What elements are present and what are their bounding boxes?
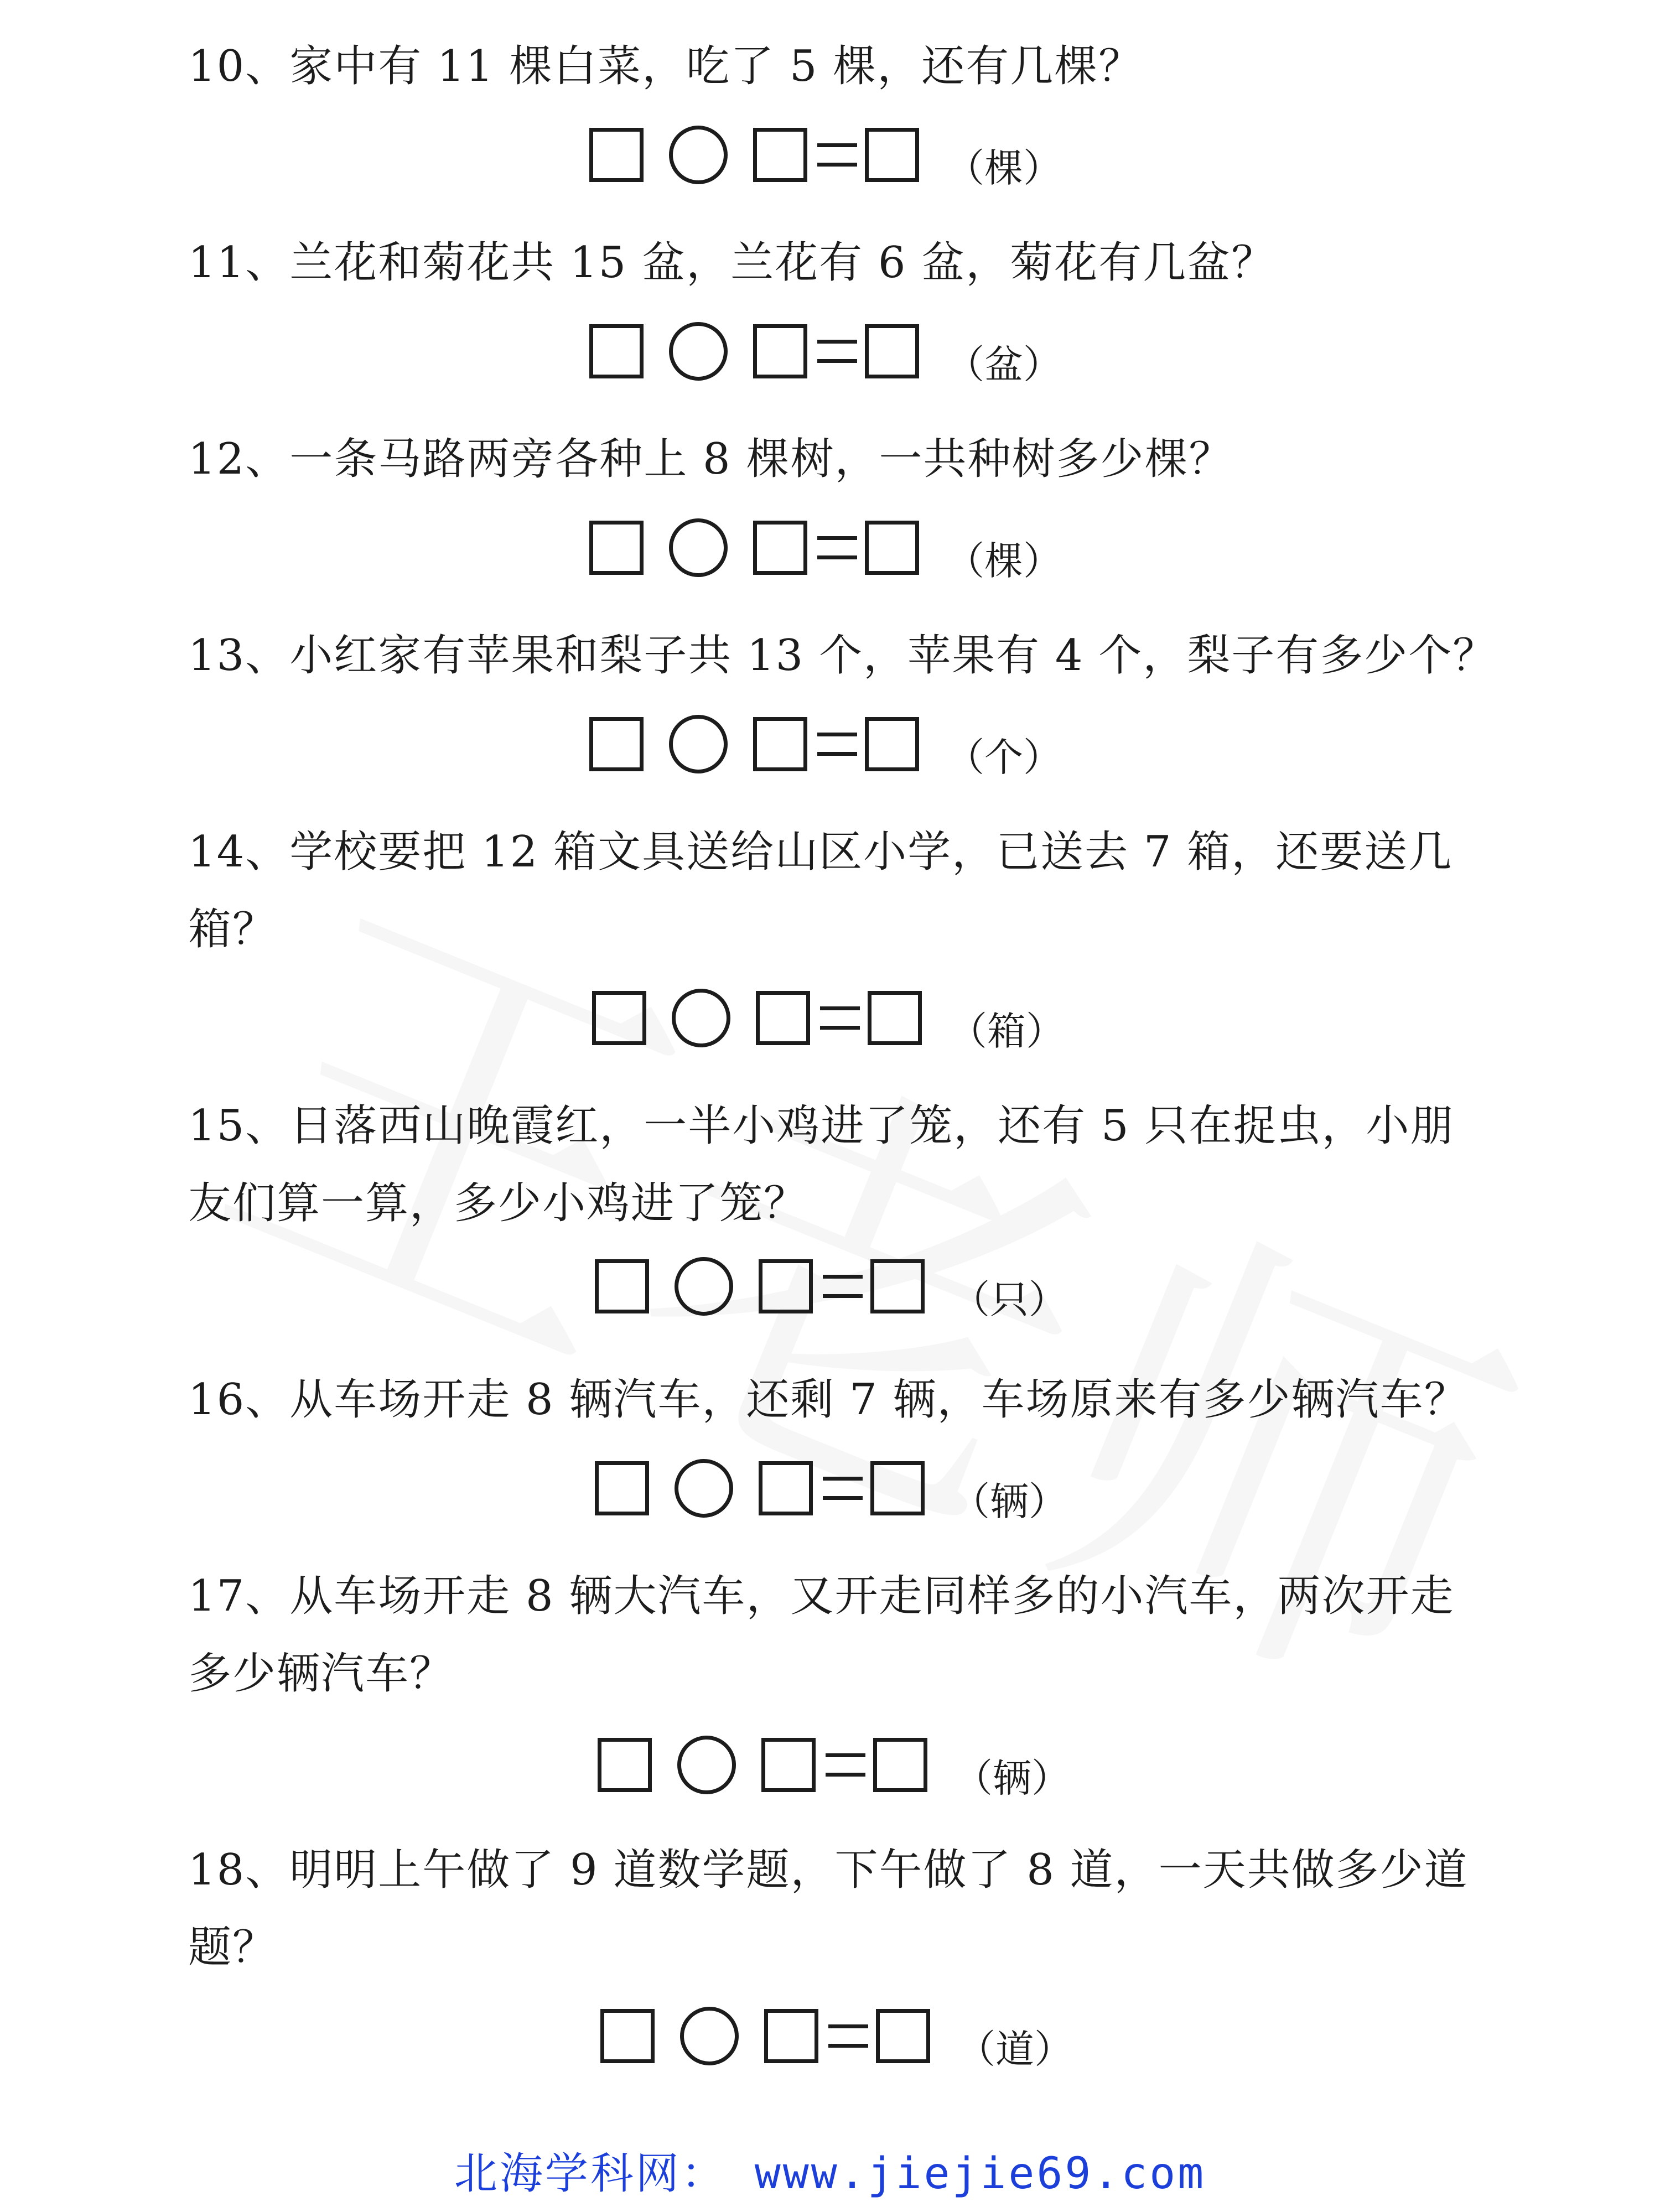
number-box[interactable]	[753, 128, 807, 182]
result-box[interactable]	[876, 2009, 930, 2063]
operator-circle[interactable]	[669, 715, 728, 773]
number-box[interactable]	[598, 1738, 652, 1792]
number-box[interactable]	[589, 521, 644, 575]
number-box[interactable]	[595, 1461, 649, 1515]
number-box[interactable]	[589, 128, 644, 182]
result-box[interactable]	[865, 324, 919, 378]
answer-row-18	[600, 2003, 1073, 2072]
number-box[interactable]	[589, 717, 644, 771]
problem-14	[188, 813, 1494, 968]
answer-row-15	[595, 1253, 1067, 1320]
operator-circle[interactable]	[672, 989, 730, 1047]
operator-circle[interactable]	[680, 2007, 739, 2065]
problem-16	[188, 1361, 1494, 1439]
equals-sign	[817, 534, 857, 562]
operator-circle[interactable]	[677, 1736, 736, 1794]
number-box[interactable]	[589, 324, 644, 378]
unit-label: （辆）	[951, 1478, 1067, 1524]
question-text: 18、明明上午做了 9 道数学题，下午做了 8 道，一天共做多少道	[188, 1845, 1469, 1895]
result-box[interactable]	[865, 128, 919, 182]
problem-18	[188, 1831, 1494, 1986]
question-text-continued: 箱？	[188, 905, 277, 954]
result-box[interactable]	[865, 521, 919, 575]
problem-11	[188, 224, 1494, 302]
operator-circle[interactable]	[669, 322, 728, 381]
result-box[interactable]	[870, 1259, 925, 1313]
equals-sign	[823, 1273, 863, 1300]
number-box[interactable]	[756, 991, 810, 1045]
problem-17	[188, 1557, 1494, 1712]
question-text-continued: 多少辆汽车？	[188, 1649, 454, 1699]
answer-row-13	[589, 711, 1062, 780]
answer-row-16	[595, 1455, 1067, 1522]
operator-circle[interactable]	[669, 518, 728, 577]
result-box[interactable]	[865, 717, 919, 771]
question-text-continued: 友们算一算，多少小鸡进了笼？	[188, 1178, 808, 1228]
operator-circle[interactable]	[675, 1257, 733, 1316]
question-text: 17、从车场开走 8 辆大汽车，又开走同样多的小汽车，两次开走	[188, 1571, 1455, 1621]
question-text-continued: 题？	[188, 1923, 277, 1972]
result-box[interactable]	[868, 991, 922, 1045]
number-box[interactable]	[753, 521, 807, 575]
unit-label: （辆）	[954, 1755, 1070, 1801]
question-text: 12、一条马路两旁各种上 8 棵树，一共种树多少棵？	[188, 434, 1233, 484]
equals-sign	[823, 1474, 863, 1502]
answer-row-12	[589, 515, 1062, 584]
unit-label: （箱）	[948, 1008, 1065, 1054]
equals-sign	[817, 337, 857, 365]
equals-sign	[828, 2022, 868, 2050]
question-text: 16、从车场开走 8 辆汽车，还剩 7 辆，车场原来有多少辆汽车？	[188, 1375, 1469, 1425]
problem-12	[188, 420, 1494, 498]
number-box[interactable]	[759, 1259, 813, 1313]
number-box[interactable]	[761, 1738, 816, 1792]
unit-label: （道）	[957, 2026, 1073, 2072]
equals-sign	[817, 730, 857, 758]
answer-row-14	[592, 985, 1065, 1054]
problem-15	[188, 1087, 1494, 1242]
equals-sign	[817, 141, 857, 169]
unit-label: （棵）	[946, 145, 1062, 191]
unit-label: （棵）	[946, 538, 1062, 584]
number-box[interactable]	[592, 991, 646, 1045]
question-text: 14、学校要把 12 箱文具送给山区小学，已送去 7 箱，还要送几	[188, 827, 1453, 877]
number-box[interactable]	[759, 1461, 813, 1515]
result-box[interactable]	[873, 1738, 927, 1792]
question-text: 10、家中有 11 棵白菜，吃了 5 棵，还有几棵？	[188, 41, 1143, 91]
answer-row-17	[598, 1732, 1070, 1801]
site-footer: 北海学科网： www.jiejie69.com	[454, 2149, 1206, 2199]
answer-row-11	[589, 318, 1062, 385]
question-text: 13、小红家有苹果和梨子共 13 个，苹果有 4 个，梨子有多少个？	[188, 631, 1497, 681]
number-box[interactable]	[753, 324, 807, 378]
equals-sign	[820, 1004, 860, 1032]
answer-row-10	[589, 122, 1062, 191]
problem-13	[188, 617, 1497, 694]
unit-label: （个）	[946, 734, 1062, 780]
number-box[interactable]	[753, 717, 807, 771]
problem-10	[188, 28, 1494, 105]
result-box[interactable]	[870, 1461, 925, 1515]
question-text: 11、兰花和菊花共 15 盆，兰花有 6 盆，菊花有几盆？	[188, 238, 1276, 288]
operator-circle[interactable]	[675, 1459, 733, 1518]
operator-circle[interactable]	[669, 126, 728, 184]
number-box[interactable]	[595, 1259, 649, 1313]
unit-label: （只）	[951, 1276, 1067, 1322]
number-box[interactable]	[764, 2009, 818, 2063]
unit-label: （盆）	[946, 341, 1062, 387]
equals-sign	[826, 1751, 865, 1779]
question-text: 15、日落西山晚霞红，一半小鸡进了笼，还有 5 只在捉虫，小朋	[188, 1101, 1455, 1151]
number-box[interactable]	[600, 2009, 655, 2063]
